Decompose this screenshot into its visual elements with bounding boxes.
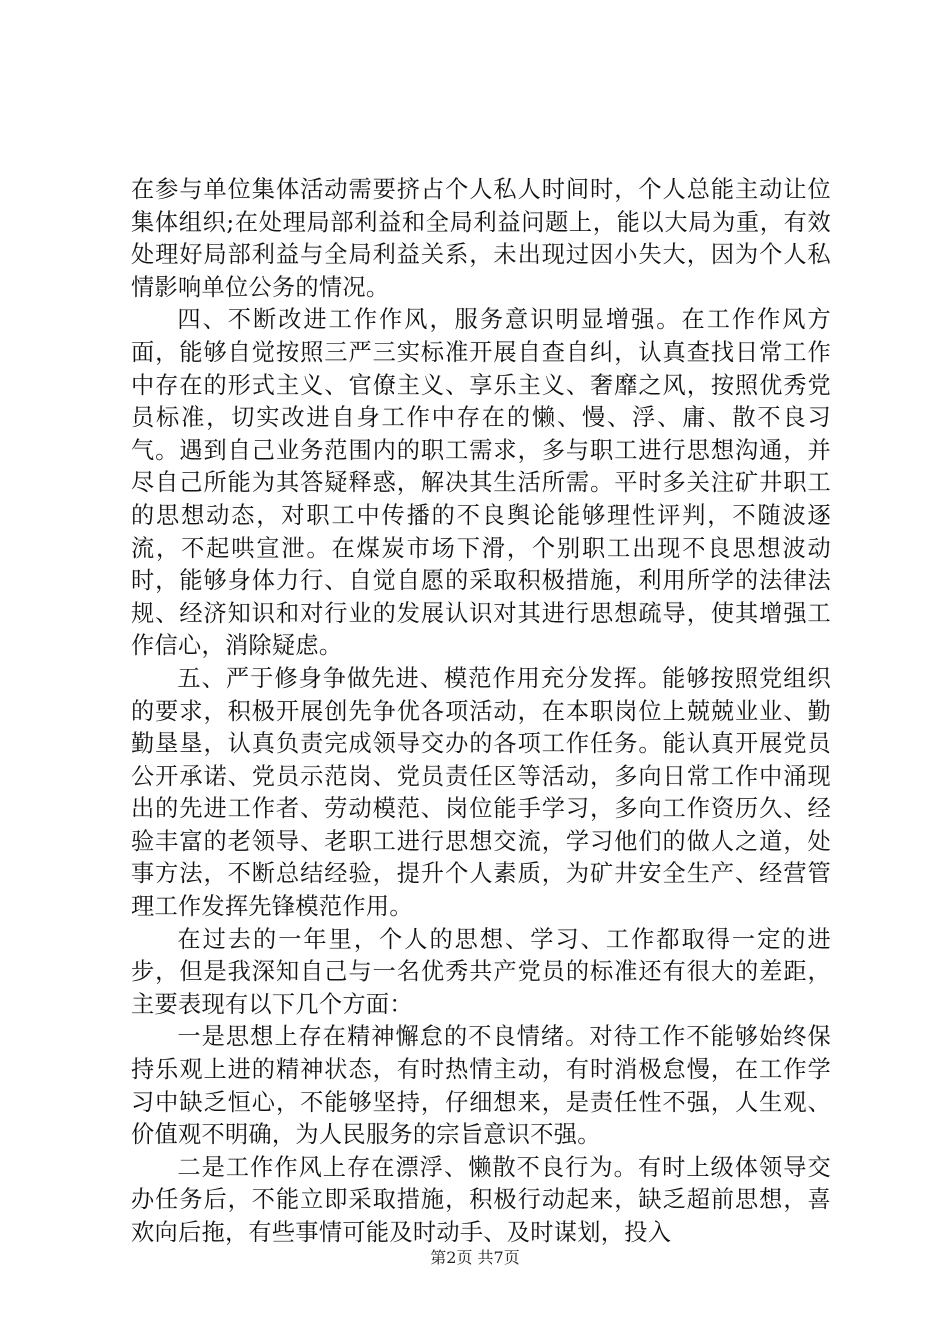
paragraph-2: 四、不断改进工作作风，服务意识明显增强。在工作作风方面，能够自觉按照三严三实标准开展自查自纠，认真查找日常工作中存在的形式主义、官僚主义、享乐主义、奢靡之风，按照优秀党员标准，切实改进自身工作中存在的懒、慢、浮、庸、散不良习气。遇到自己业务范围内的职工需求，多与职工进行思想沟通，并尽自己所能为其答疑释惑，解决其生活所需。平时多关注矿井职工的思想动态，对职工中传播的不良舆论能够理性评判，不随波逐流，不起哄宣泄。在煤炭市场下滑，个别职工出现不良思想波动时，能够身体力行、自觉自愿的采取积极措施，利用所学的法律法规、经济知识和对行业的发展认识对其进行思想疏导，使其增强工作信心，消除疑虑。 [131,306,831,660]
paragraph-1: 在参与单位集体活动需要挤占个人私人时间时，个人总能主动让位集体组织;在处理局部利益和全局利益问题上，能以大局为重，有效处理好局部利益与全局利益关系，未出现过因小失大，因为个人私情影响单位公务的情况。 [131,176,831,301]
page-footer: 第2页 共7页 [430,1248,520,1267]
document-body [131,174,831,1250]
paragraph-3: 五、严于修身争做先进、模范作用充分发挥。能够按照党组织的要求，积极开展创先争优各项活动，在本职岗位上兢兢业业、勤勤垦垦，认真负责完成领导交办的各项工作任务。能认真开展党员公开承诺、党员示范岗、党员责任区等活动，多向日常工作中涌现出的先进工作者、劳动模范、岗位能手学习，多向工作资历久、经验丰富的老领导、老职工进行思想交流，学习他们的做人之道，处事方法，不断总结经验，提升个人素质，为矿井安全生产、经营管理工作发挥先锋模范作用。 [131,664,831,921]
paragraph-5: 一是思想上存在精神懈怠的不良情绪。对待工作不能够始终保持乐观上进的精神状态，有时热情主动，有时消极怠慢，在工作学习中缺乏恒心，不能够坚持，仔细想来，是责任性不强，人生观、价值观不明确，为人民服务的宗旨意识不强。 [131,1023,831,1149]
paragraph-6: 二是工作作风上存在漂浮、懒散不良行为。有时上级体领导交办任务后，不能立即采取措施，积极行动起来，缺乏超前思想，喜欢向后拖，有些事情可能及时动手、及时谋划，投入 [131,1153,831,1246]
paragraph-4: 在过去的一年里，个人的思想、学习、工作都取得一定的进步，但是我深知自己与一名优秀共产党员的标准还有很大的差距，主要表现有以下几个方面： [131,925,831,1018]
